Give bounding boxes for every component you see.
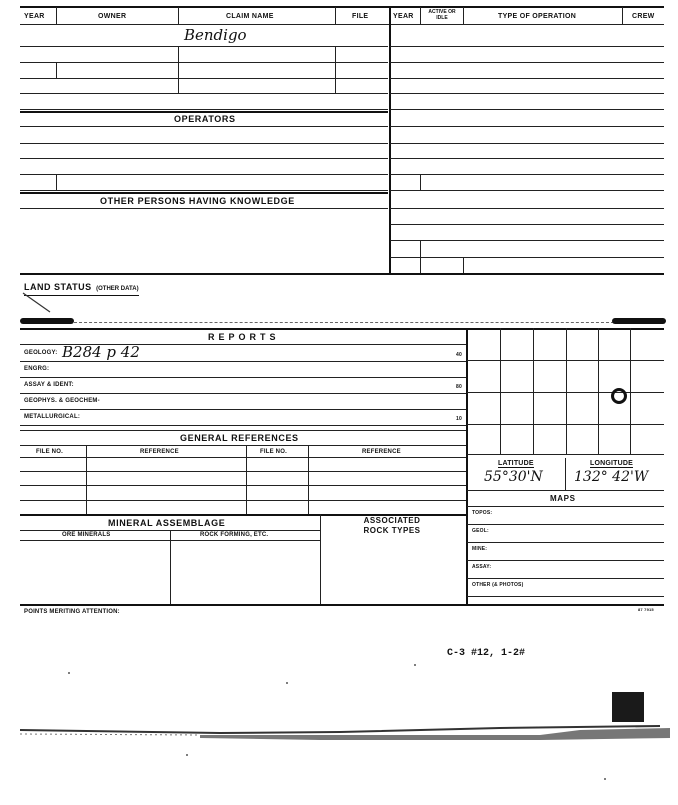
land-status-sublabel: (OTHER DATA) — [96, 286, 139, 292]
col-active-or-idle: ACTIVE OR IDLE — [428, 9, 456, 21]
points-meriting-attention: POINTS MERITING ATTENTION: — [24, 609, 120, 615]
report-code: 10 — [456, 416, 462, 422]
map-label: OTHER (& PHOTOS) — [472, 582, 524, 588]
operators-heading: OPERATORS — [174, 114, 236, 124]
col-year-2: YEAR — [393, 13, 414, 20]
mineral-assemblage-heading: MINERAL ASSEMBLAGE — [108, 518, 226, 528]
claim-name-entry: Bendigo — [184, 26, 247, 44]
ref-col-file-no: FILE NO. — [36, 449, 63, 455]
map-label: ASSAY: — [472, 564, 492, 570]
col-type-of-operation: TYPE OF OPERATION — [498, 13, 577, 20]
form-number: 87 7915 — [638, 607, 654, 612]
ref-col-reference-2: REFERENCE — [362, 449, 401, 455]
col-crew: CREW — [632, 13, 655, 20]
other-persons-heading: OTHER PERSONS HAVING KNOWLEDGE — [100, 196, 295, 206]
report-label: ENGRG: — [24, 366, 50, 372]
ref-col-reference: REFERENCE — [140, 449, 179, 455]
map-label: MINE: — [472, 546, 488, 552]
latitude-value: 55°30'N — [484, 469, 543, 485]
col-claim-name: CLAIM NAME — [226, 13, 274, 20]
general-references-heading: GENERAL REFERENCES — [180, 433, 299, 443]
pencil-mark — [20, 290, 60, 320]
report-label: GEOLOGY: — [24, 350, 58, 356]
maps-heading: MAPS — [550, 494, 576, 503]
report-label: METALLURGICAL: — [24, 414, 81, 420]
reports-heading: REPORTS — [208, 332, 280, 342]
col-file: FILE — [352, 13, 369, 20]
col-ore-minerals: ORE MINERALS — [62, 532, 111, 538]
report-entry: B284 p 42 — [62, 343, 140, 361]
col-rock-forming: ROCK FORMING, ETC. — [200, 532, 269, 538]
scan-tape-right — [612, 318, 666, 324]
latitude-label: LATITUDE — [498, 460, 534, 467]
report-code: 80 — [456, 384, 462, 390]
scan-tape-left — [20, 318, 74, 324]
associated-rock-types-heading: ASSOCIATED ROCK TYPES — [363, 516, 421, 535]
report-label: ASSAY & IDENT: — [24, 382, 74, 388]
longitude-label: LONGITUDE — [590, 460, 634, 467]
scan-edge-noise — [20, 716, 670, 746]
ref-col-file-no-2: FILE NO. — [260, 449, 287, 455]
longitude-value: 132° 42'W — [574, 469, 649, 485]
col-year: YEAR — [24, 13, 45, 20]
land-status-label: LAND STATUS — [24, 282, 92, 292]
col-owner: OWNER — [98, 13, 127, 20]
map-label: TOPOS: — [472, 510, 493, 516]
map-label: GEOL: — [472, 528, 489, 534]
report-code: 40 — [456, 352, 462, 358]
report-label: GEOPHYS. & GEOCHEM- — [24, 398, 100, 404]
file-code-stamp: C-3 #12, 1-2# — [447, 648, 526, 659]
